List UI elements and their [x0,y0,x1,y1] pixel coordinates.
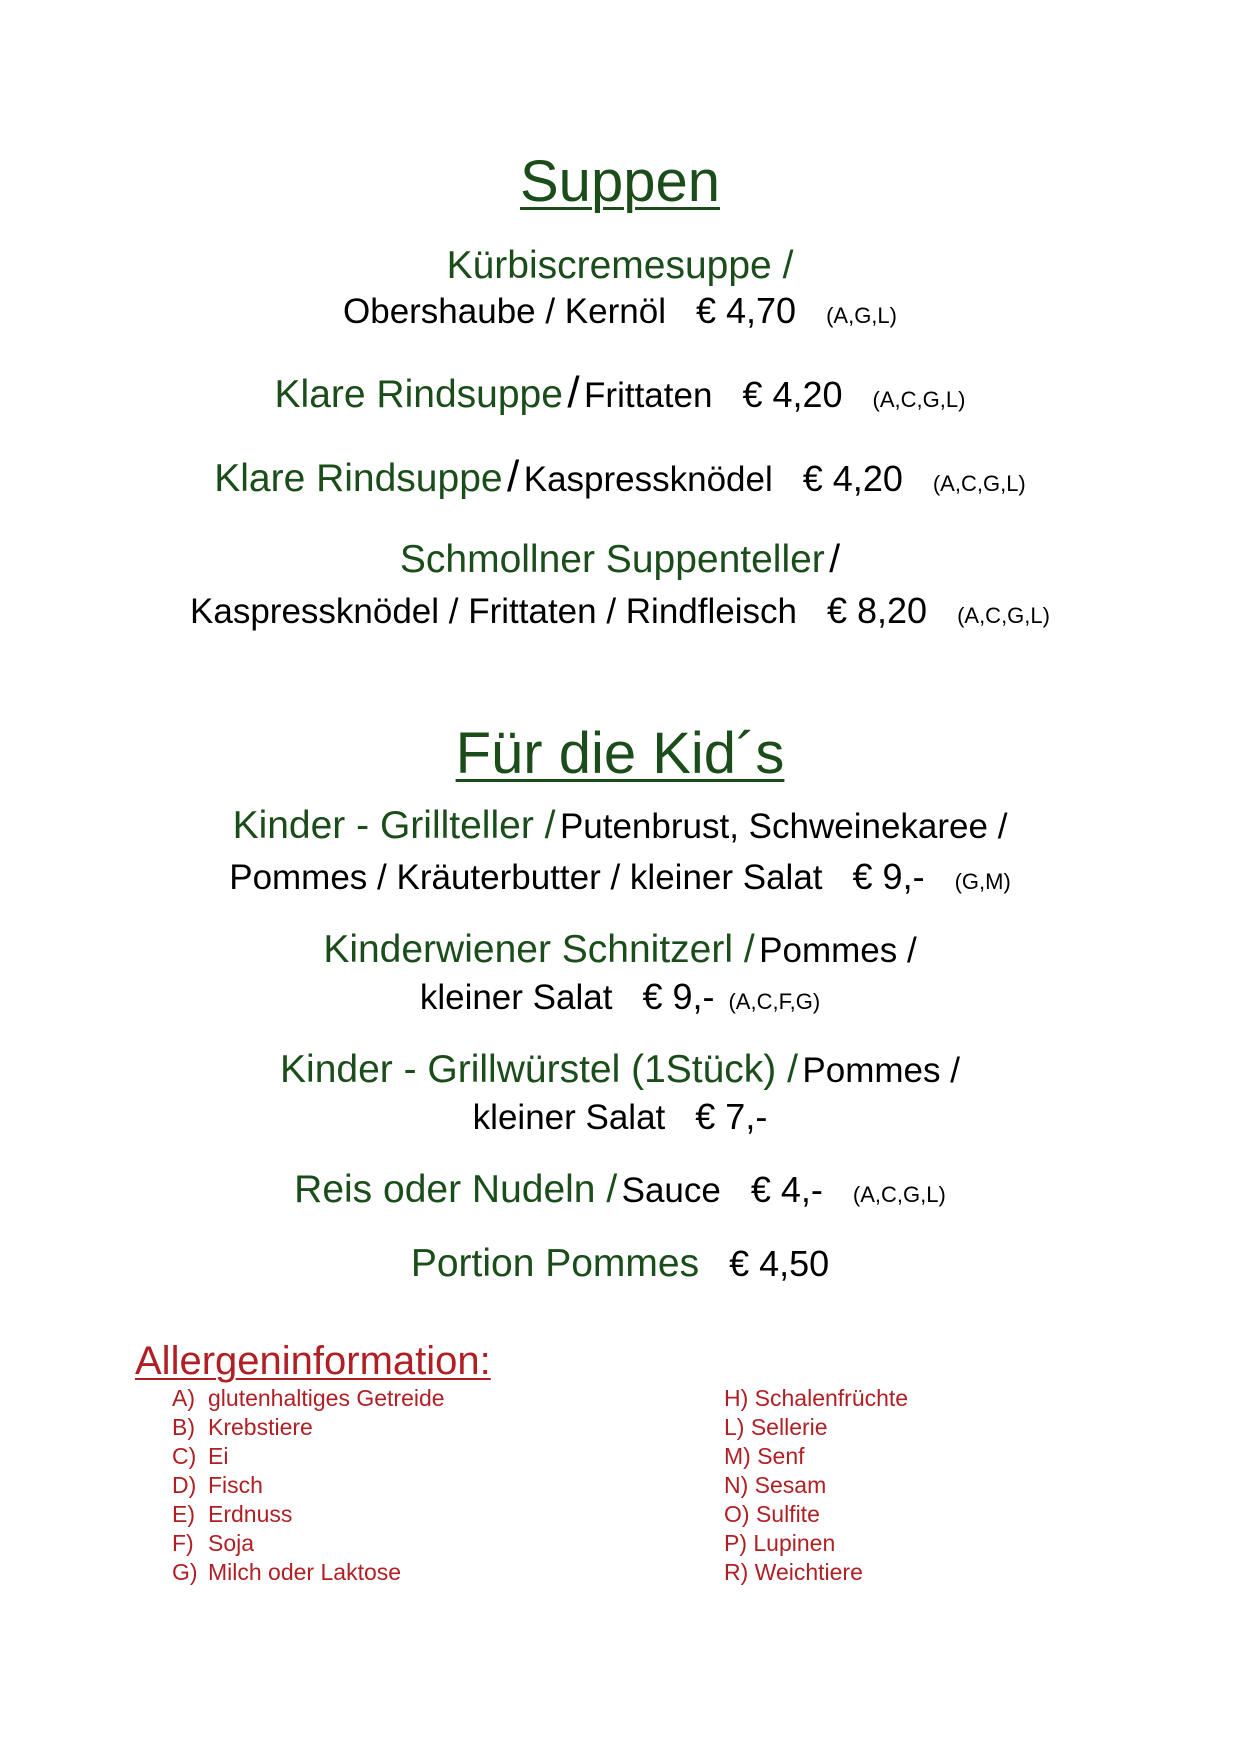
kids-2-allergens: (A,C,F,G) [728,989,821,1014]
soup-2-separator: / [567,368,580,417]
soup-4-title [0,538,1240,582]
allergen-item: L) Sellerie [724,1414,828,1440]
soup-3-name: Klare Rindsuppe [214,457,503,500]
kids-3-title [0,1048,1240,1092]
soup-3-price: € 4,20 [802,458,903,499]
soup-1-allergens: (A,G,L) [826,303,897,328]
soup-4-name: Schmollner Suppenteller [399,538,825,581]
kids-3-desc1: Pommes / [802,1051,960,1090]
kids-1-desc2: Pommes / Kräuterbutter / kleiner Salat [229,858,823,897]
kids-4-price: € 4,- [750,1169,823,1210]
kids-4-name: Reis oder Nudeln / [294,1168,618,1211]
soup-3-allergens: (A,C,G,L) [932,471,1026,496]
soup-4-desc: Kaspressknödel / Frittaten / Rindfleisch [190,592,797,631]
soup-3 [0,452,1240,502]
kids-4-allergens: (A,C,G,L) [852,1182,946,1207]
soup-4-details [0,590,1240,632]
soups-heading: Suppen [520,149,720,214]
soup-3-separator: / [507,452,520,501]
kids-2-details [0,976,1240,1018]
allergen-item: D) Fisch [172,1472,263,1498]
kids-2-desc2: kleiner Salat [419,978,613,1017]
soup-1-price: € 4,70 [695,290,797,331]
soup-1-name: Kürbiscremesuppe / [446,244,794,287]
soup-4-allergens: (A,C,G,L) [957,603,1050,628]
soup-2-price: € 4,20 [742,374,843,415]
kids-2-price: € 9,- [642,976,715,1017]
allergen-title: Allergeninformation: [135,1339,491,1383]
kids-4 [0,1168,1240,1212]
allergen-item: G) Milch oder Laktose [172,1559,402,1585]
kids-5-name: Portion Pommes [410,1242,700,1285]
allergen-item: C) Ei [172,1443,229,1469]
kids-2-name: Kinderwiener Schnitzerl / [323,928,755,971]
kids-1-name: Kinder - Grillteller / [232,804,556,847]
allergen-item: E) Erdnuss [172,1501,293,1527]
kids-3-desc2: kleiner Salat [472,1098,666,1137]
soup-2 [0,368,1240,418]
kids-4-desc: Sauce [621,1171,721,1210]
kids-3-name: Kinder - Grillwürstel (1Stück) / [280,1048,798,1091]
soup-4-price: € 8,20 [826,590,928,631]
soup-1-desc: Obershaube / Kernöl [343,292,666,331]
soup-2-allergens: (A,C,G,L) [872,387,966,412]
kids-heading: Für die Kid´s [455,721,785,786]
kids-1-title [0,804,1240,848]
kids-2-desc1: Pommes / [759,931,917,970]
allergen-item: M) Senf [724,1443,805,1469]
allergen-item: H) Schalenfrüchte [724,1385,909,1411]
allergen-item: A) glutenhaltiges Getreide [172,1385,445,1411]
kids-2-title [0,928,1240,972]
kids-3-details [0,1096,1240,1138]
allergen-item: N) Sesam [724,1472,827,1498]
soup-3-desc: Kaspressknödel [523,460,773,499]
soup-2-desc: Frittaten [584,376,713,415]
soup-4-separator: / [829,538,841,581]
soup-1-details [0,290,1240,332]
kids-1-details [0,856,1240,898]
kids-5 [0,1242,1240,1286]
allergen-item: R) Weichtiere [724,1559,863,1585]
kids-3-price: € 7,- [695,1096,768,1137]
kids-1-price: € 9,- [852,856,925,897]
allergen-item: B) Krebstiere [172,1414,313,1440]
allergen-item: P) Lupinen [724,1530,836,1556]
allergen-list-right [724,1384,908,1587]
kids-1-desc1: Putenbrust, Schweinekaree / [559,807,1008,846]
soup-2-name: Klare Rindsuppe [274,373,563,416]
kids-5-price: € 4,50 [729,1243,830,1284]
allergen-list-left [172,1384,445,1587]
kids-1-allergens: (G,M) [954,869,1011,894]
allergen-item: O) Sulfite [724,1501,820,1527]
allergen-item: F) Soja [172,1530,255,1556]
